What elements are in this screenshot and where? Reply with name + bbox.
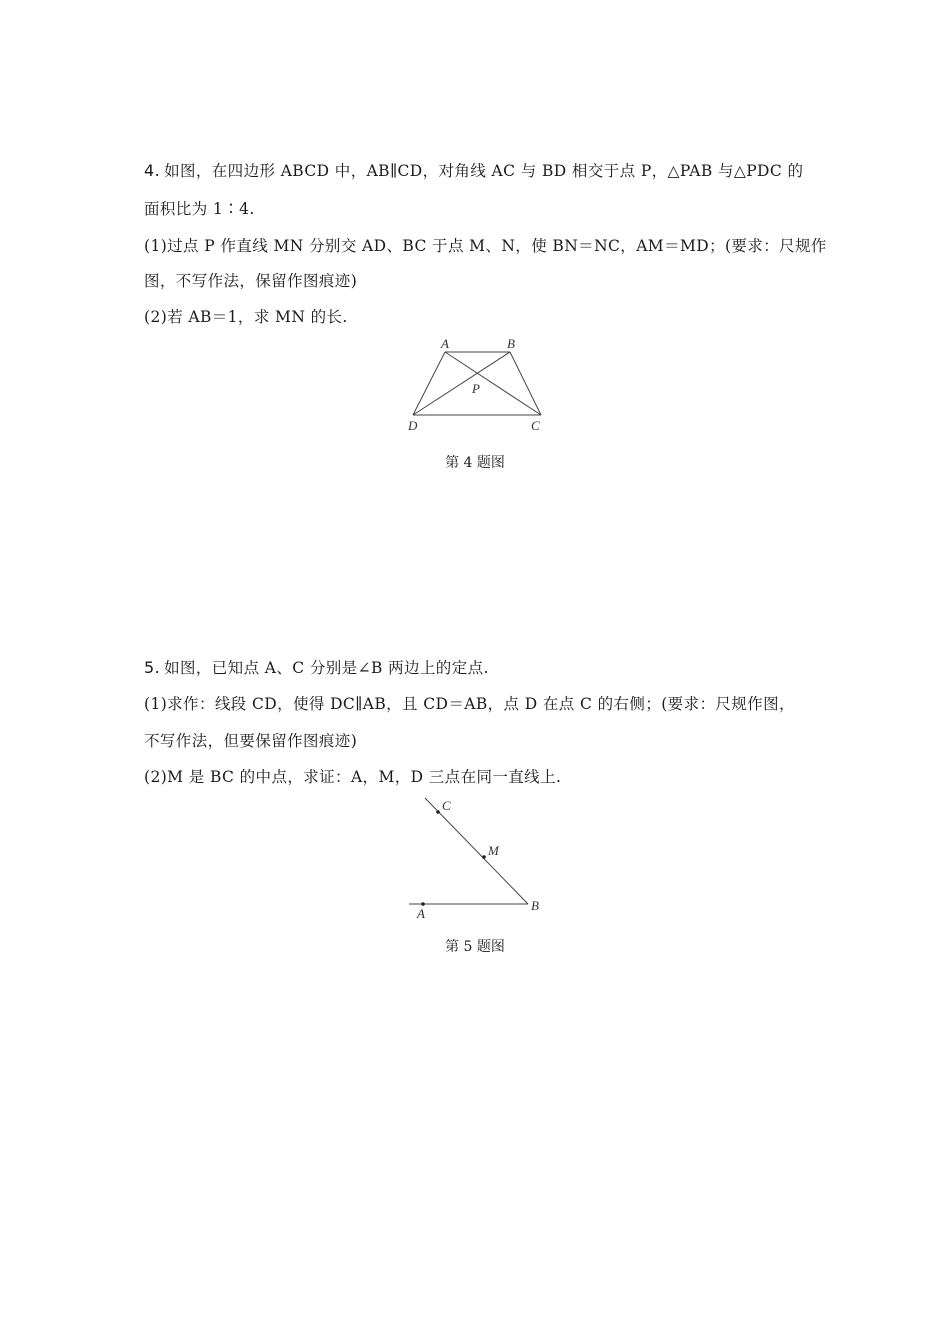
problem-5-part2: (2)M 是 BC 的中点，求证：A，M，D 三点在同一直线上. <box>144 768 562 786</box>
problem-4-statement-line1: 4. 如图，在四边形 ABCD 中，AB∥CD，对角线 AC 与 BD 相交于点 P，△PAB 与△PDC 的 <box>144 161 804 180</box>
problem-4-part1-line2: 图，不写作法，保留作图痕迹) <box>144 272 358 290</box>
problem-5-part1-line2: 不写作法，但要保留作图痕迹) <box>144 732 358 750</box>
problem-5-part1-line1: (1)求作：线段 CD，使得 DC∥AB，且 CD＝AB，点 D 在点 C 的右侧；(要求：尺规作图， <box>144 695 795 713</box>
label-B5: B <box>531 898 539 913</box>
problem-4-part2: (2)若 AB＝1，求 MN 的长. <box>144 308 348 326</box>
label-P: P <box>472 381 480 396</box>
label-D: D <box>408 418 418 433</box>
problem-4-statement-line2: 面积比为 1∶4. <box>144 200 255 218</box>
point-C-dot <box>436 810 440 814</box>
problem-5-number: 5. <box>144 658 161 677</box>
label-B: B <box>507 336 515 351</box>
figure-5-angle <box>409 798 528 904</box>
label-M5: M <box>488 843 499 858</box>
label-C5: C <box>442 798 451 813</box>
figure-5-caption: 第 5 题图 <box>445 939 505 955</box>
problem-5-statement: 5. 如图，已知点 A、C 分别是∠B 两边上的定点. <box>144 658 489 677</box>
label-A: A <box>441 336 449 351</box>
label-C: C <box>531 418 540 433</box>
point-M-dot <box>482 855 486 859</box>
problem-4-part1-line1: (1)过点 P 作直线 MN 分别交 AD、BC 于点 M、N，使 BN＝NC，AM＝MD；(要求：尺规作 <box>144 237 827 255</box>
figure-4-caption: 第 4 题图 <box>445 455 505 471</box>
label-A5: A <box>417 906 425 921</box>
problem-4-number: 4. <box>144 161 161 180</box>
